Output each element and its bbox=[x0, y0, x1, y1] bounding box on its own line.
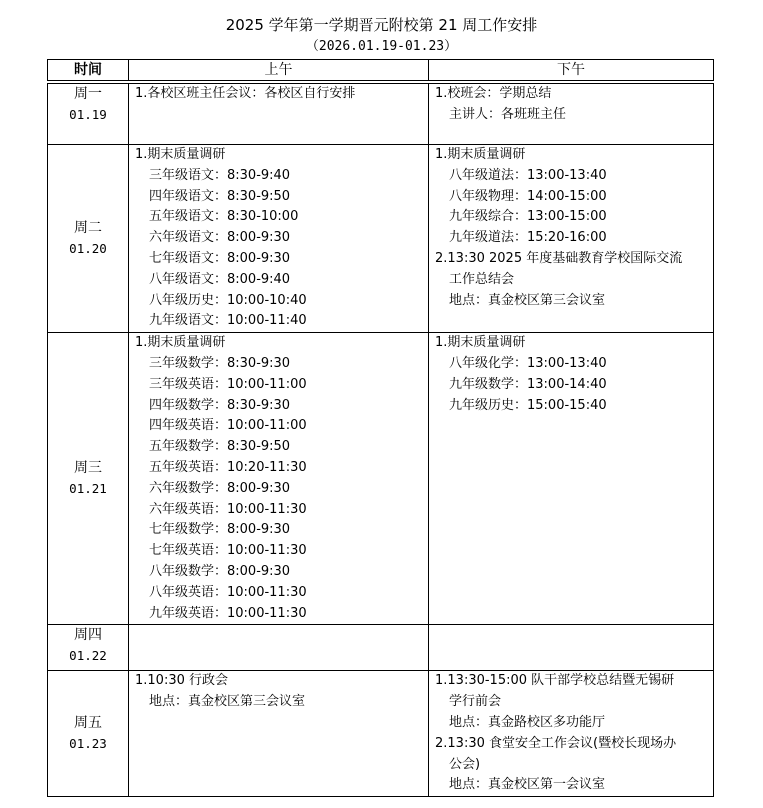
schedule-row bbox=[48, 145, 714, 333]
day-date: 01.19 bbox=[69, 106, 107, 122]
date-range-subtitle: （2026.01.19-01.23） bbox=[305, 39, 458, 54]
schedule-line: 五年级语文：8:30-10:00 bbox=[149, 209, 299, 225]
schedule-line: 2.13:30 2025 年度基础教育学校国际交流 bbox=[435, 250, 683, 266]
afternoon-cell bbox=[429, 671, 714, 797]
schedule-line: 四年级英语：10:00-11:00 bbox=[149, 418, 307, 434]
day-name: 周三 bbox=[74, 459, 102, 476]
schedule-line: 八年级英语：10:00-11:30 bbox=[149, 584, 307, 600]
schedule-line: 主讲人：各班班主任 bbox=[449, 106, 567, 122]
schedule-line: 2.13:30 食堂安全工作会议(暨校长现场办 bbox=[435, 735, 677, 751]
schedule-line: 学行前会 bbox=[449, 694, 502, 710]
schedule-line: 七年级语文：8:00-9:30 bbox=[149, 250, 291, 266]
morning-cell bbox=[129, 625, 429, 671]
schedule-line: 八年级语文：8:00-9:40 bbox=[149, 271, 291, 287]
schedule-line: 三年级语文：8:30-9:40 bbox=[149, 167, 291, 183]
day-name: 周四 bbox=[74, 627, 102, 644]
schedule-line: 六年级数学：8:00-9:30 bbox=[149, 480, 291, 496]
afternoon-cell bbox=[429, 82, 714, 145]
day-cell bbox=[48, 625, 129, 671]
schedule-line: 四年级语文：8:30-9:50 bbox=[149, 188, 291, 204]
header-row bbox=[48, 60, 714, 83]
schedule-line: 地点：真金校区第三会议室 bbox=[149, 694, 306, 710]
schedule-line: 八年级物理：14:00-15:00 bbox=[449, 188, 607, 204]
schedule-line: 1.13:30-15:00 队干部学校总结暨无锡研 bbox=[435, 673, 675, 689]
schedule-line: 九年级综合：13:00-15:00 bbox=[449, 209, 607, 225]
schedule-line: 1.10:30 行政会 bbox=[135, 673, 228, 689]
header-time: 时间 bbox=[48, 60, 129, 83]
schedule-row bbox=[48, 625, 714, 671]
schedule-line: 1.校班会：学期总结 bbox=[435, 86, 552, 101]
schedule-line: 公会) bbox=[449, 756, 481, 772]
header-afternoon: 下午 bbox=[429, 60, 714, 83]
schedule-line: 六年级语文：8:00-9:30 bbox=[149, 230, 291, 246]
schedule-line: 八年级道法：13:00-13:40 bbox=[449, 167, 607, 183]
day-cell bbox=[48, 145, 129, 333]
schedule-line: 九年级道法：15:20-16:00 bbox=[449, 230, 607, 246]
day-name: 周二 bbox=[74, 219, 102, 236]
afternoon-cell bbox=[429, 625, 714, 671]
schedule-line: 三年级数学：8:30-9:30 bbox=[149, 355, 291, 371]
schedule-line: 八年级历史：10:00-10:40 bbox=[149, 292, 307, 308]
schedule-line: 1.期末质量调研 bbox=[135, 335, 226, 351]
day-cell bbox=[48, 333, 129, 625]
morning-cell bbox=[129, 333, 429, 625]
schedule-row bbox=[48, 82, 714, 145]
morning-cell bbox=[129, 82, 429, 145]
schedule-line: 八年级数学：8:00-9:30 bbox=[149, 563, 291, 579]
day-cell bbox=[48, 671, 129, 797]
schedule-line: 1.期末质量调研 bbox=[135, 147, 226, 162]
schedule-line: 九年级历史：15:00-15:40 bbox=[449, 397, 607, 413]
day-cell bbox=[48, 82, 129, 145]
afternoon-cell bbox=[429, 145, 714, 333]
day-date: 01.22 bbox=[69, 648, 107, 664]
morning-cell bbox=[129, 671, 429, 797]
schedule-row bbox=[48, 333, 714, 625]
day-name: 周一 bbox=[74, 86, 102, 102]
document-title: 2025 学年第一学期晋元附校第 21 周工作安排 bbox=[225, 16, 538, 34]
schedule-line: 九年级语文：10:00-11:40 bbox=[149, 313, 307, 329]
day-name: 周五 bbox=[74, 715, 102, 732]
schedule-line: 九年级数学：13:00-14:40 bbox=[449, 376, 607, 392]
schedule-line: 地点：真金校区第三会议室 bbox=[449, 292, 606, 308]
schedule-line: 1.期末质量调研 bbox=[435, 147, 526, 162]
schedule-line: 地点：真金校区第一会议室 bbox=[449, 777, 606, 793]
schedule-line: 七年级英语：10:00-11:30 bbox=[149, 543, 307, 559]
schedule-line: 四年级数学：8:30-9:30 bbox=[149, 397, 291, 413]
day-date: 01.20 bbox=[69, 240, 107, 256]
schedule-line: 三年级英语：10:00-11:00 bbox=[149, 376, 307, 392]
day-date: 01.21 bbox=[69, 480, 107, 496]
morning-cell bbox=[129, 145, 429, 333]
schedule-line: 五年级数学：8:30-9:50 bbox=[149, 439, 291, 455]
afternoon-cell bbox=[429, 333, 714, 625]
schedule-line: 1.各校区班主任会议：各校区自行安排 bbox=[135, 86, 356, 101]
schedule-row bbox=[48, 671, 714, 797]
weekly-schedule-table bbox=[47, 59, 714, 797]
schedule-line: 1.期末质量调研 bbox=[435, 335, 526, 351]
day-date: 01.23 bbox=[69, 735, 107, 751]
schedule-line: 工作总结会 bbox=[449, 271, 515, 287]
schedule-line: 九年级英语：10:00-11:30 bbox=[149, 605, 307, 621]
schedule-line: 七年级数学：8:00-9:30 bbox=[149, 522, 291, 538]
schedule-line: 八年级化学：13:00-13:40 bbox=[449, 355, 607, 371]
schedule-line: 五年级英语：10:20-11:30 bbox=[149, 459, 307, 475]
header-morning: 上午 bbox=[129, 60, 429, 83]
schedule-line: 地点：真金路校区多功能厅 bbox=[449, 714, 606, 730]
schedule-line: 六年级英语：10:00-11:30 bbox=[149, 501, 307, 517]
